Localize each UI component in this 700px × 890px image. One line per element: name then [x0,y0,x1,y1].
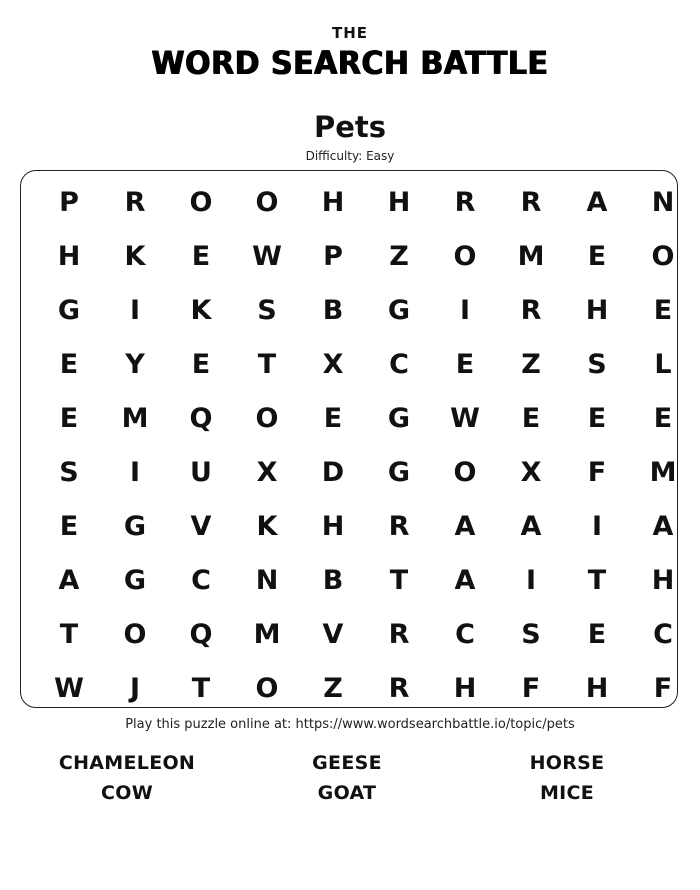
grid-cell[interactable]: O [255,672,279,704]
grid-cell[interactable]: R [520,294,542,326]
grid-cell[interactable]: E [653,402,673,434]
difficulty-label: Difficulty: Easy [305,149,395,163]
grid-cell[interactable]: A [652,510,674,542]
grid-cell[interactable]: A [454,510,476,542]
grid-cell[interactable]: M [649,456,677,488]
grid-cell[interactable]: Z [323,672,343,704]
grid-cell[interactable]: O [651,240,675,272]
puzzle-title: Pets [313,110,387,144]
grid-cell[interactable]: V [322,618,344,650]
grid-cell[interactable]: B [322,294,344,326]
grid-cell[interactable]: Q [189,402,213,434]
grid-cell[interactable]: E [323,402,343,434]
grid-cell[interactable]: C [389,348,409,380]
grid-cell[interactable]: F [521,672,541,704]
grid-cell[interactable]: K [124,240,146,272]
grid-cell[interactable]: G [123,510,147,542]
grid-cell[interactable]: H [585,294,609,326]
grid-cell[interactable]: A [58,564,80,596]
grid-cell[interactable]: I [459,294,471,326]
grid-cell[interactable]: W [450,402,480,434]
grid-cell[interactable]: A [454,564,476,596]
grid-cell[interactable]: T [389,564,409,596]
grid-cell[interactable]: A [520,510,542,542]
grid-cell[interactable]: O [255,186,279,218]
grid-cell[interactable]: O [255,402,279,434]
word-list-item: GEESE [312,752,382,774]
grid-cell[interactable]: E [587,618,607,650]
grid-cell[interactable]: N [651,186,675,218]
grid-cell[interactable]: X [256,456,278,488]
grid-cell[interactable]: P [59,186,79,218]
grid-cell[interactable]: G [387,456,411,488]
grid-cell[interactable]: T [59,618,79,650]
word-list-item: COW [101,782,153,804]
grid-cell[interactable]: C [191,564,211,596]
grid-cell[interactable]: F [587,456,607,488]
grid-cell[interactable]: N [255,564,279,596]
grid-cell[interactable]: T [191,672,211,704]
grid-cell[interactable]: T [257,348,277,380]
grid-cell[interactable]: H [453,672,477,704]
grid-cell[interactable]: H [387,186,411,218]
grid-cell[interactable]: E [455,348,475,380]
grid-cell[interactable]: E [59,348,79,380]
grid-cell[interactable]: K [190,294,212,326]
grid-cell[interactable]: E [59,510,79,542]
grid-cell[interactable]: E [191,348,211,380]
grid-cell[interactable]: G [57,294,81,326]
grid-cell[interactable]: W [252,240,282,272]
grid-cell[interactable]: R [388,510,410,542]
grid-cell[interactable]: Q [189,618,213,650]
word-list-item: HORSE [529,752,605,774]
grid-cell[interactable]: T [587,564,607,596]
grid-cell[interactable]: H [321,510,345,542]
grid-cell[interactable]: V [190,510,212,542]
puzzle-grid-frame [20,170,678,708]
grid-cell[interactable]: H [585,672,609,704]
grid-cell[interactable]: E [587,402,607,434]
brand-logo-text: WORD SEARCH BATTLE [151,44,549,83]
grid-cell[interactable]: H [321,186,345,218]
grid-cell[interactable]: H [57,240,81,272]
grid-cell[interactable]: S [257,294,277,326]
grid-cell[interactable]: S [59,456,79,488]
grid-cell[interactable]: E [587,240,607,272]
grid-cell[interactable]: J [129,672,141,704]
grid-cell[interactable]: R [454,186,476,218]
grid-cell[interactable]: O [189,186,213,218]
grid-cell[interactable]: Y [125,348,145,380]
grid-cell[interactable]: F [653,672,673,704]
grid-cell[interactable]: L [654,348,672,380]
grid-cell[interactable]: G [387,294,411,326]
grid-cell[interactable]: R [520,186,542,218]
word-list-item: MICE [539,782,595,804]
word-list-item: GOAT [317,782,377,804]
grid-cell[interactable]: M [253,618,281,650]
grid-cell[interactable]: C [455,618,475,650]
brand-the: THE [331,24,369,42]
grid-cell[interactable]: I [129,294,141,326]
grid-cell[interactable]: E [59,402,79,434]
grid-cell[interactable]: W [54,672,84,704]
grid-cell[interactable]: X [520,456,542,488]
word-list-item: CHAMELEON [58,752,196,774]
play-online-link-text: Play this puzzle online at: https://www.wordsearchbattle.io/topic/pets [125,717,575,732]
grid-cell[interactable]: R [388,672,410,704]
grid-cell[interactable]: G [387,402,411,434]
grid-cell[interactable]: M [517,240,545,272]
grid-cell[interactable]: O [123,618,147,650]
grid-cell[interactable]: I [525,564,537,596]
grid-cell[interactable]: Z [521,348,541,380]
grid-cell[interactable]: X [322,348,344,380]
grid-cell[interactable]: I [591,510,603,542]
grid-cell[interactable]: I [129,456,141,488]
grid-cell[interactable]: U [190,456,212,488]
grid-cell[interactable]: E [653,294,673,326]
grid-cell[interactable]: E [521,402,541,434]
grid-cell[interactable]: R [124,186,146,218]
grid-cell[interactable]: A [586,186,608,218]
grid-cell[interactable]: H [651,564,675,596]
grid-cell[interactable]: S [521,618,541,650]
grid-cell[interactable]: K [256,510,278,542]
grid-cell[interactable]: Z [389,240,409,272]
grid-cell[interactable]: E [191,240,211,272]
grid-cell[interactable]: M [121,402,149,434]
grid-cell[interactable]: C [653,618,673,650]
grid-cell[interactable]: O [453,456,477,488]
word-list [17,748,677,808]
grid-cell[interactable]: S [587,348,607,380]
grid-cell[interactable]: R [388,618,410,650]
grid-cell[interactable]: O [453,240,477,272]
grid-cell[interactable]: G [123,564,147,596]
grid-cell[interactable]: D [321,456,345,488]
grid-cell[interactable]: B [322,564,344,596]
letter-grid [36,175,696,715]
grid-cell[interactable]: P [323,240,343,272]
